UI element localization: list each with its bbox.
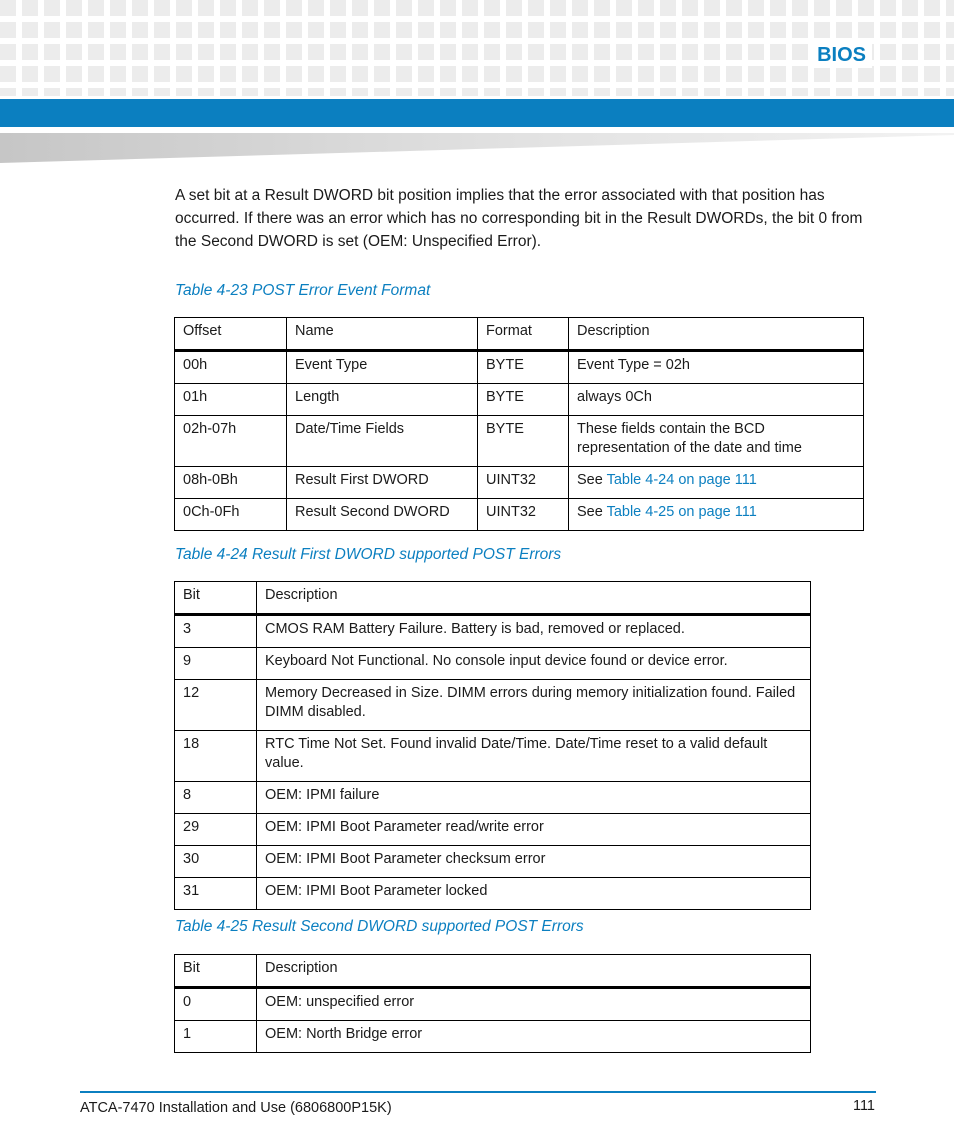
header-description: Description bbox=[257, 582, 811, 615]
cell-description: OEM: IPMI Boot Parameter locked bbox=[257, 878, 811, 910]
cell-format: BYTE bbox=[478, 384, 569, 416]
header-format: Format bbox=[478, 318, 569, 351]
header-bit: Bit bbox=[175, 582, 257, 615]
cell-description bbox=[569, 499, 864, 531]
page-number: 111 bbox=[852, 1098, 875, 1114]
table-4-24-link[interactable]: Table 4-24 on page 111 bbox=[606, 472, 757, 488]
cell-bit: 18 bbox=[175, 731, 257, 782]
header-offset: Offset bbox=[175, 318, 287, 351]
cell-format: UINT32 bbox=[478, 467, 569, 499]
section-title: BIOS bbox=[811, 42, 872, 68]
cell-name: Event Type bbox=[287, 351, 478, 384]
cell-bit: 0 bbox=[175, 988, 257, 1021]
table-header-row bbox=[175, 955, 811, 988]
cell-description: OEM: IPMI Boot Parameter read/write error bbox=[257, 814, 811, 846]
cell-bit: 3 bbox=[175, 615, 257, 648]
cell-bit: 8 bbox=[175, 782, 257, 814]
cell-offset: 0Ch-0Fh bbox=[175, 499, 287, 531]
header-description: Description bbox=[257, 955, 811, 988]
cell-name: Length bbox=[287, 384, 478, 416]
table-row bbox=[175, 615, 811, 648]
header-name: Name bbox=[287, 318, 478, 351]
table-row bbox=[175, 680, 811, 731]
cell-offset: 01h bbox=[175, 384, 287, 416]
table-row bbox=[175, 467, 864, 499]
table-row bbox=[175, 1021, 811, 1053]
header-wedge bbox=[0, 133, 954, 163]
table-4-25-link[interactable]: Table 4-25 on page 111 bbox=[606, 504, 757, 520]
cell-offset: 02h-07h bbox=[175, 416, 287, 467]
footer-doc-title: ATCA-7470 Installation and Use (6806800P15K) bbox=[80, 1100, 392, 1116]
header-description: Description bbox=[569, 318, 864, 351]
table-row bbox=[175, 416, 864, 467]
table-24-caption: Table 4-24 Result First DWORD supported POST Errors bbox=[175, 546, 562, 563]
cell-description bbox=[569, 467, 864, 499]
cell-name: Date/Time Fields bbox=[287, 416, 478, 467]
cell-description: OEM: North Bridge error bbox=[257, 1021, 811, 1053]
cell-bit: 29 bbox=[175, 814, 257, 846]
table-row bbox=[175, 384, 864, 416]
cell-description: CMOS RAM Battery Failure. Battery is bad, removed or replaced. bbox=[257, 615, 811, 648]
table-24 bbox=[174, 581, 811, 910]
cell-offset: 00h bbox=[175, 351, 287, 384]
intro-paragraph: A set bit at a Result DWORD bit position implies that the error associated with that position has occurred. If there was an error which has no corresponding bit in the Result DWORDs, the bit 0 from the Second DWORD is set (OEM: Unspecified Error). bbox=[175, 187, 863, 250]
table-row bbox=[175, 878, 811, 910]
cell-description: always 0Ch bbox=[569, 384, 864, 416]
table-row bbox=[175, 648, 811, 680]
table-25 bbox=[174, 954, 811, 1053]
table-25-caption: Table 4-25 Result Second DWORD supported POST Errors bbox=[175, 918, 584, 935]
header-bit: Bit bbox=[175, 955, 257, 988]
cell-description: RTC Time Not Set. Found invalid Date/Time. Date/Time reset to a valid default value. bbox=[257, 731, 811, 782]
cell-bit: 31 bbox=[175, 878, 257, 910]
table-row bbox=[175, 499, 864, 531]
cell-bit: 1 bbox=[175, 1021, 257, 1053]
cell-bit: 9 bbox=[175, 648, 257, 680]
cell-name: Result First DWORD bbox=[287, 467, 478, 499]
cell-description: OEM: unspecified error bbox=[257, 988, 811, 1021]
table-row bbox=[175, 988, 811, 1021]
cell-description: OEM: IPMI failure bbox=[257, 782, 811, 814]
cell-offset: 08h-0Bh bbox=[175, 467, 287, 499]
table-row bbox=[175, 846, 811, 878]
footer-rule bbox=[80, 1091, 876, 1093]
table-row bbox=[175, 814, 811, 846]
table-row bbox=[175, 782, 811, 814]
header-bar bbox=[0, 99, 954, 127]
cell-description: Memory Decreased in Size. DIMM errors during memory initialization found. Failed DIMM disabled. bbox=[257, 680, 811, 731]
table-23-caption: Table 4-23 POST Error Event Format bbox=[175, 282, 431, 299]
cell-bit: 30 bbox=[175, 846, 257, 878]
see-prefix: See bbox=[577, 472, 607, 488]
table-row bbox=[175, 731, 811, 782]
table-header-row bbox=[175, 318, 864, 351]
cell-format: UINT32 bbox=[478, 499, 569, 531]
cell-description: Keyboard Not Functional. No console input device found or device error. bbox=[257, 648, 811, 680]
cell-description: OEM: IPMI Boot Parameter checksum error bbox=[257, 846, 811, 878]
cell-format: BYTE bbox=[478, 351, 569, 384]
cell-bit: 12 bbox=[175, 680, 257, 731]
see-prefix: See bbox=[577, 504, 607, 520]
table-row bbox=[175, 351, 864, 384]
cell-format: BYTE bbox=[478, 416, 569, 467]
cell-description: These fields contain the BCD representation of the date and time bbox=[569, 416, 864, 467]
cell-description: Event Type = 02h bbox=[569, 351, 864, 384]
table-header-row bbox=[175, 582, 811, 615]
cell-name: Result Second DWORD bbox=[287, 499, 478, 531]
table-23 bbox=[174, 317, 864, 531]
